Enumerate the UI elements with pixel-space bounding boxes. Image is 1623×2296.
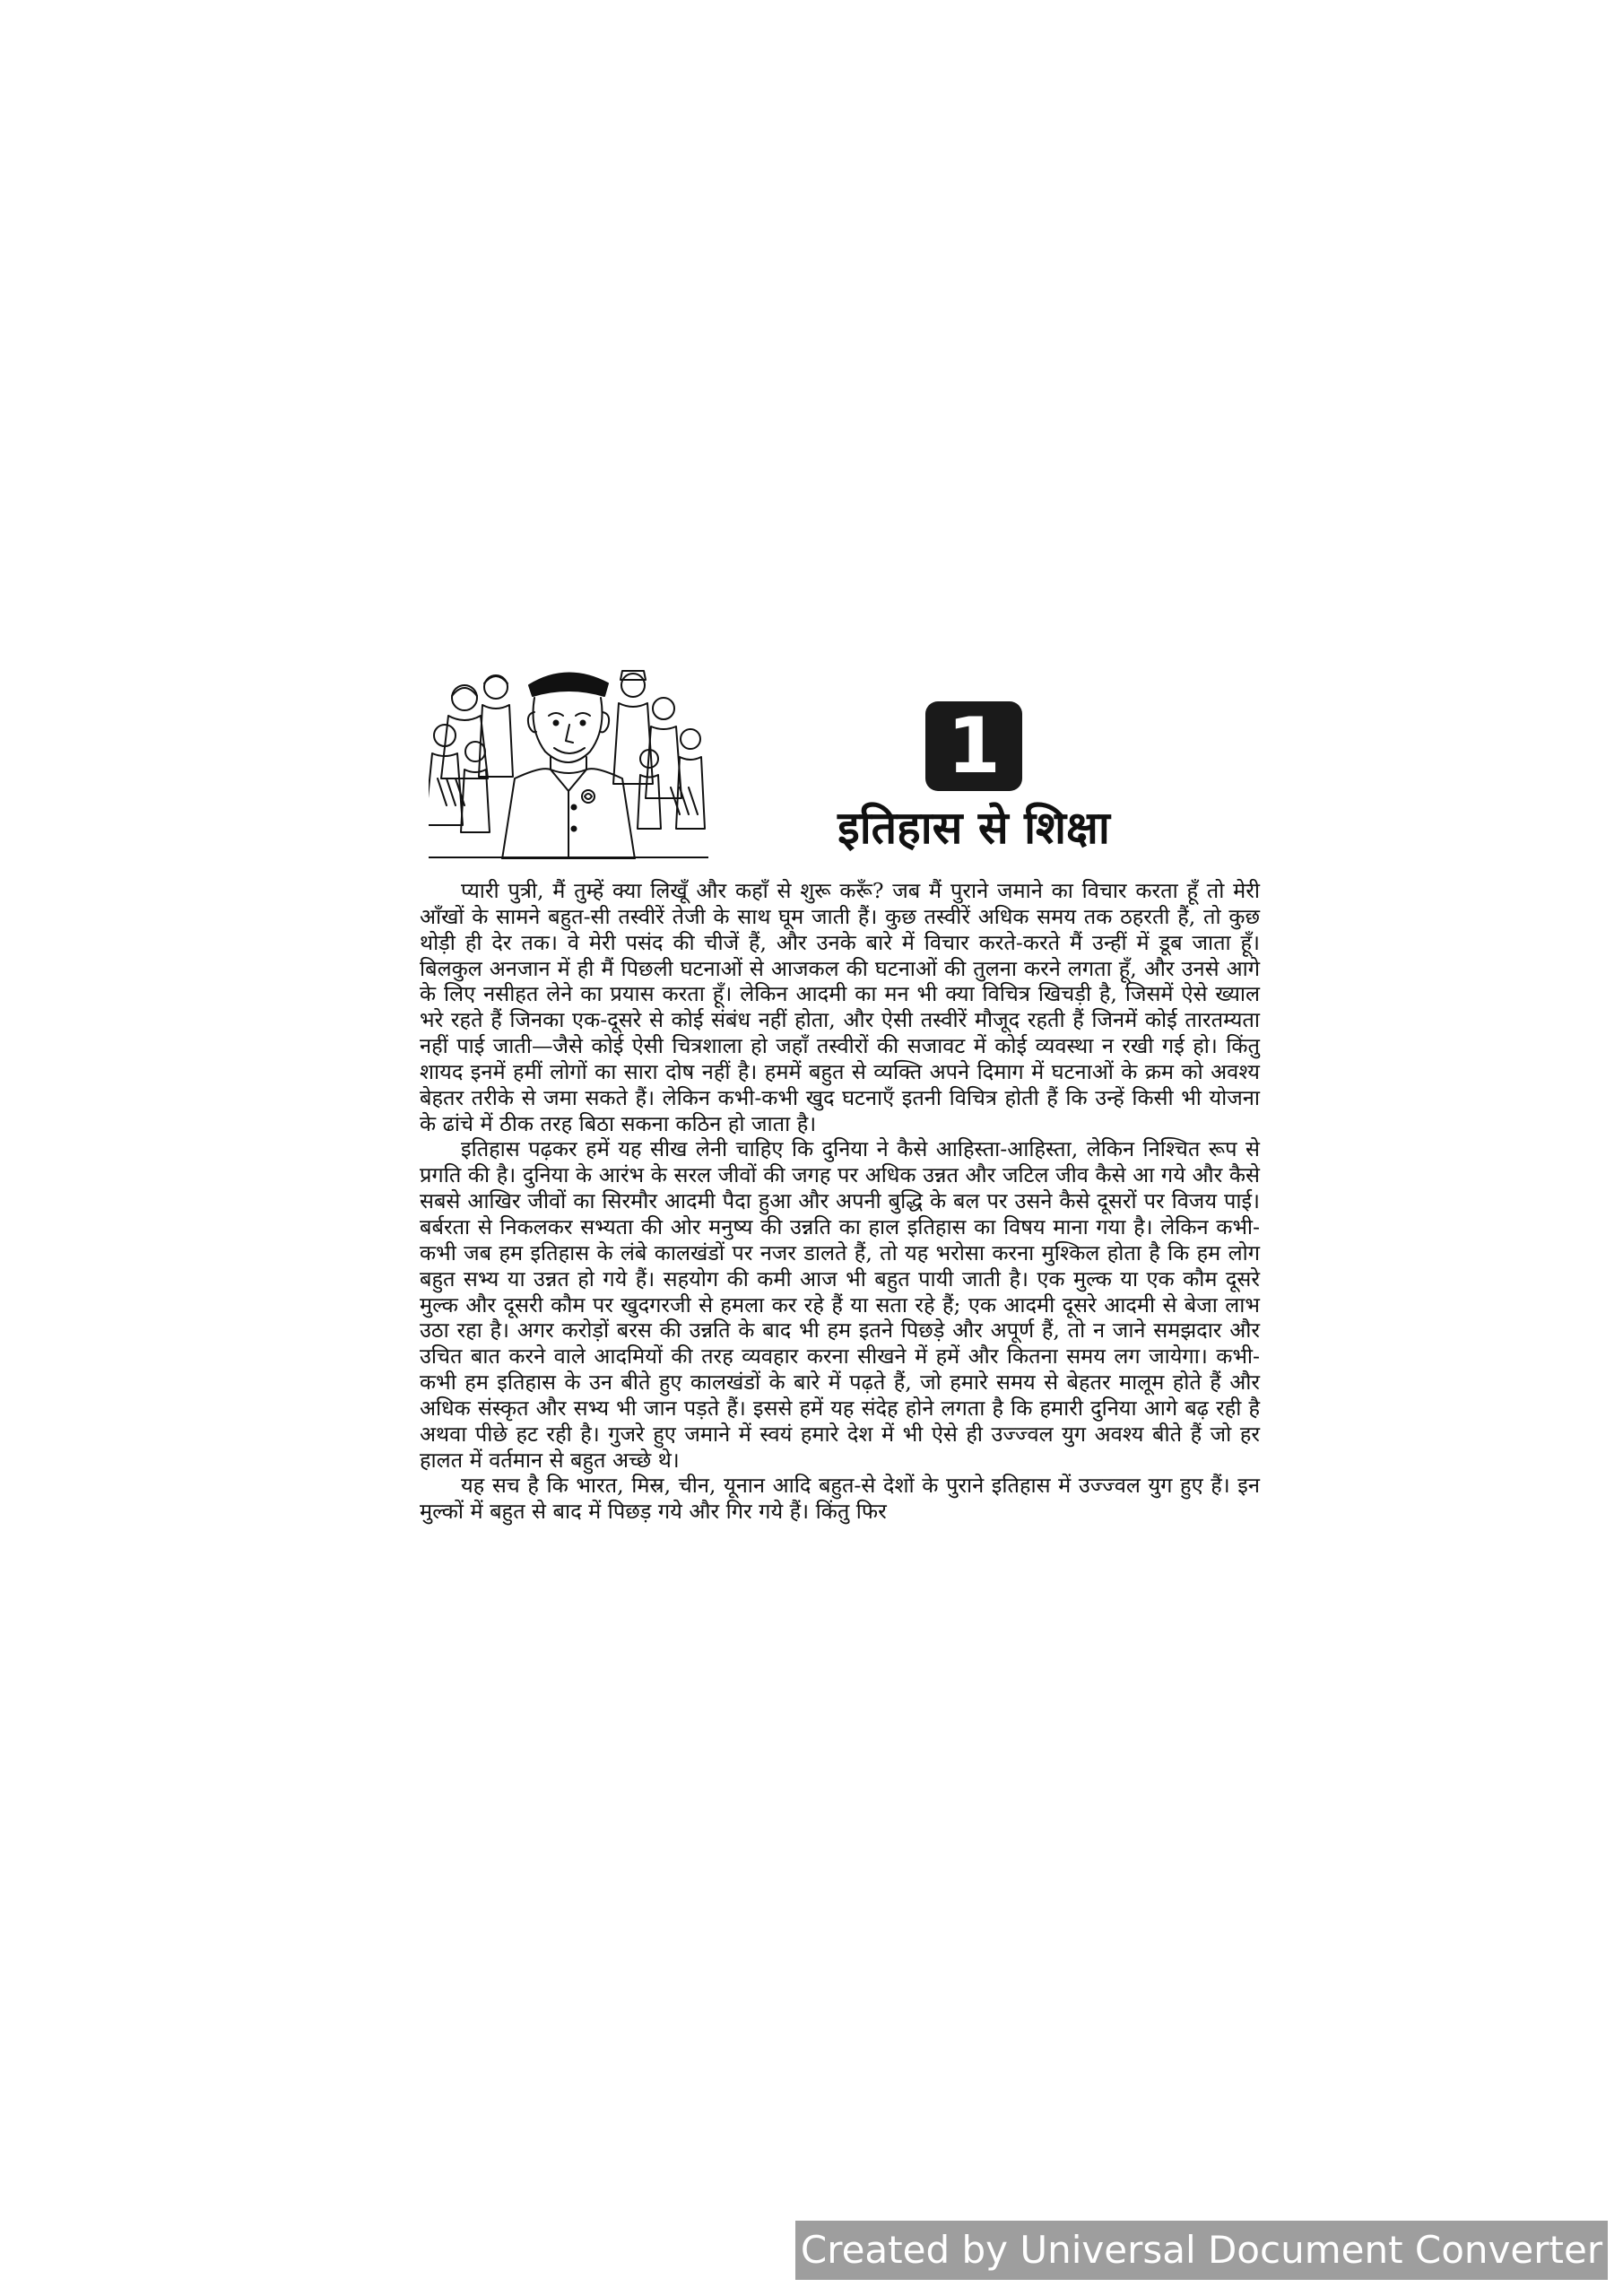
converter-watermark: Created by Universal Document Converter [795, 2221, 1608, 2280]
paragraph: प्यारी पुत्री, मैं तुम्हें क्या लिखूँ और कहाँ से शुरू करूँ? जब मैं पुराने जमाने का विचार करता हूँ तो मेरी आँखों के सामने बहुत-सी तस्वीरें तेजी के साथ घूम जाती हैं। कुछ तस्वीरें अधिक समय तक ठहरती हैं, तो कुछ थोड़ी ही देर तक। वे मेरी पसंद की चीजें हैं, और उनके बारे में विचार करते-करते मैं उन्हीं में डूब जाता हूँ। बिलकुल अनजान में ही मैं पिछली घटनाओं से आजकल की घटनाओं की तुलना करने लगता हूँ, और उनसे आगे के लिए नसीहत लेने का प्रयास करता हूँ। लेकिन आदमी का मन भी क्या विचित्र खिचड़ी है, जिसमें ऐसे ख्याल भरे रहते हैं जिनका एक-दूसरे से कोई संबंध नहीं होता, और ऐसी तस्वीरें मौजूद रहती हैं जिनमें कोई तारतम्यता नहीं पाई जाती—जैसे कोई ऐसी चित्रशाला हो जहाँ तस्वीरों की सजावट में कोई व्यवस्था न रखी गई हो। किंतु शायद इनमें हमीं लोगों का सारा दोष नहीं है। हममें बहुत से व्यक्ति अपने दिमाग में घटनाओं के क्रम को अवश्य बेहतर तरीके से जमा सकते हैं। लेकिन कभी-कभी खुद घटनाएँ इतनी विचित्र होती हैं कि उन्हें किसी भी योजना के ढांचे में ठीक तरह बिठा सकना कठिन हो जाता है। [420, 878, 1260, 1136]
paragraph: यह सच है कि भारत, मिस्र, चीन, यूनान आदि बहुत-से देशों के पुराने इतिहास में उज्ज्वल युग हुए हैं। इन मुल्कों में बहुत से बाद में पिछड़ गये और गिर गये हैं। किंतु फिर [420, 1473, 1260, 1525]
body-text [420, 878, 1260, 1525]
paragraph: इतिहास पढ़कर हमें यह सीख लेनी चाहिए कि दुनिया ने कैसे आहिस्ता-आहिस्ता, लेकिन निश्चित रूप से प्रगति की है। दुनिया के आरंभ के सरल जीवों की जगह पर अधिक उन्नत और जटिल जीव कैसे आ गये और कैसे सबसे आखिर जीवों का सिरमौर आदमी पैदा हुआ और अपनी बुद्धि के बल पर उसने कैसे दूसरों पर विजय पाई। बर्बरता से निकलकर सभ्यता की ओर मनुष्य की उन्नति का हाल इतिहास का विषय माना गया है। लेकिन कभी-कभी जब हम इतिहास के लंबे कालखंडों पर नजर डालते हैं, तो यह भरोसा करना मुश्किल होता है कि हम लोग बहुत सभ्य या उन्नत हो गये हैं। सहयोग की कमी आज भी बहुत पायी जाती है। एक मुल्क या एक कौम दूसरे मुल्क और दूसरी कौम पर खुदगरजी से हमला कर रहे हैं या सता रहे हैं; एक आदमी दूसरे आदमी से बेजा लाभ उठा रहा है। अगर करोड़ों बरस की उन्नति के बाद भी हम इतने पिछड़े और अपूर्ण हैं, तो न जाने समझदार और उचित बात करने वाले आदमियों की तरह व्यवहार करना सीखने में हमें और कितना समय लग जायेगा। कभी-कभी हम इतिहास के उन बीते हुए कालखंडों के बारे में पढ़ते हैं, जो हमारे समय से बेहतर मालूम होते हैं और अधिक संस्कृत और सभ्य भी जान पड़ते हैं। इससे हमें यह संदेह होने लगता है कि हमारी दुनिया आगे बढ़ रही है अथवा पीछे हट रही है। गुजरे हुए जमाने में स्वयं हमारे देश में भी ऐसे ही उज्ज्वल युग अवश्य बीते हैं जो हर हालत में वर्तमान से बहुत अच्छे थे। [420, 1136, 1260, 1473]
chapter-title: इतिहास से शिक्षा [838, 802, 1110, 854]
portrait-sketch-icon [429, 653, 708, 859]
chapter-number: 1 [925, 701, 1022, 791]
